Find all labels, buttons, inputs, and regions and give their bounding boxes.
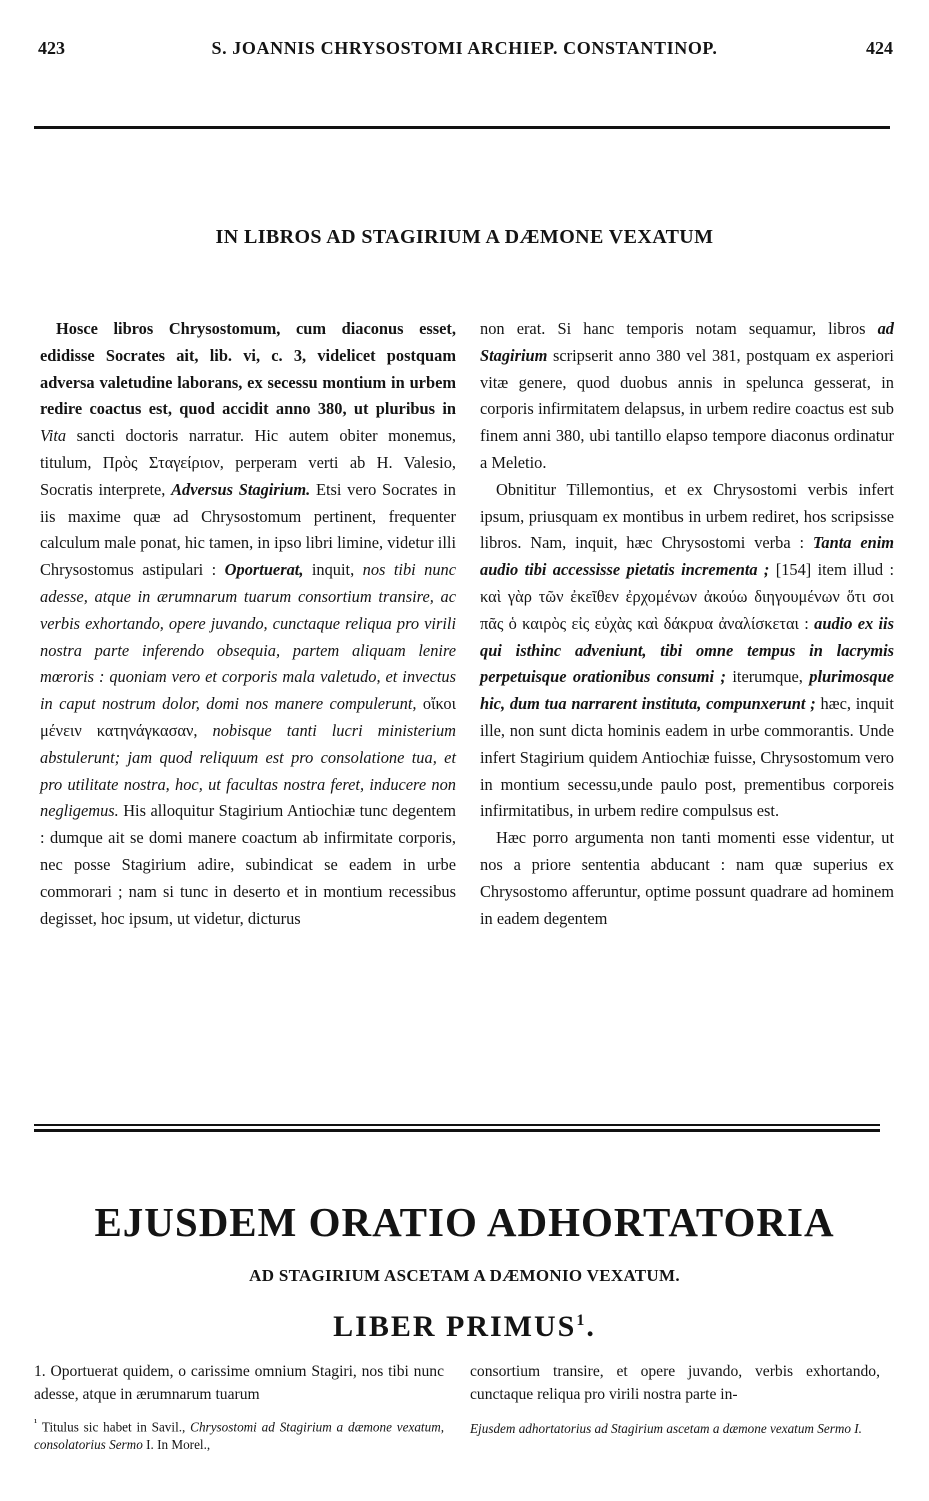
book-heading: LIBER PRIMUS$^1$. (333, 1310, 596, 1343)
text-run: nobisque tanti lucri ministerium abstulerunt; jam quod reliquum est pro consolatione tua, et pro utilitate nostra, hoc, ut facultas nostra feret, inducere non negligemus. (40, 720, 456, 821)
page-number-right: 424 (866, 38, 893, 58)
oratio-subtitle: AD STAGIRIUM ASCETAM A DÆMONIO VEXATUM. (249, 1266, 680, 1285)
essay-paragraph (40, 316, 456, 932)
footnote-text-italic: Chrysostomi ad Stagirium a dæmone vexatum, consolatorius Sermo (34, 1419, 445, 1453)
text-run: Vita (40, 426, 67, 446)
header-rule (34, 126, 890, 129)
essay-paragraph: Hæc porro argumenta non tanti momenti esse videntur, ut nos a priore sententia abducant : nam quæ superius ex Chrysostomo afferuntur, optime possunt quadrare ad hominem in eadem degentem (480, 828, 894, 928)
text-run: audio ex iis qui isthinc adveniunt, tibi omne tempus in lacrymis perpetuisque orationibus consumi ; (480, 613, 894, 687)
footnote-reference: 1 (576, 1312, 587, 1329)
text-run: hæc, inquit ille, non sunt dicta hominis eadem in urbe commorantis. Unde infert Stagirium quidem Antiochiæ fuisse, Chrysostomum vero in montium secessu,unde paulo post, prementibus corporeis infirmitatibus, in urbem redire compulsus est. (480, 694, 894, 821)
footnote-mark: ¹ (34, 1417, 38, 1429)
footnote-left (34, 1414, 444, 1454)
footnote-text-italic: Ejusdem adhortatorius ad Stagirium ascetam a dæmone vexatum Sermo I. (470, 1421, 862, 1436)
text-run: Tanta enim audio tibi accessisse pietatis incrementa ; (480, 533, 895, 580)
text-run: scripserit anno 380 vel 381, postquam ex asperiori vitæ genere, quod duobus annis in spelunca gesserat, in corporis infirmitatem delapsus, in urbem redire coactus est sub finem anni 380, ubi tantillo elapso tempore diaconus ordinatur a Meletio. (480, 345, 894, 472)
text-run: His alloquitur Stagirium Antiochiæ tunc degentem : dumque ait se domi manere coactum ab infirmitate corporis, nec posse Stagirium adire, subindicat se eadem in urbe commorari ; nam si tunc in deserto et in montium recessibus degisset, hoc ipsum, ut videtur, dicturus (40, 801, 456, 928)
oratio-paragraph: consortium transire, et opere juvando, verbis exhortando, cunctaque reliqua pro virili nostra parte in- (470, 1363, 880, 1403)
oratio-right-column (470, 1360, 880, 1406)
footnote-right (470, 1420, 880, 1438)
text-run: Obnititur Tillemontius, et ex Chrysostomi verbis infert ipsum, priusquam ex montibus in urbem rediret, hos scripsisse libros. Nam, inquit, hæc Chrysostomi verba : (480, 479, 894, 553)
page-number-left: 423 (38, 38, 65, 58)
oratio-title: EJUSDEM ORATIO ADHORTATORIA (94, 1199, 835, 1245)
essay-paragraph (480, 477, 894, 825)
essay-right-column (480, 316, 894, 932)
footnote-text: I. In Morel., (142, 1437, 211, 1453)
text-run: nos tibi nunc adesse, atque in ærumnarum tuarum consortium transire, ac verbis exhortando, opere juvando, cunctaque reliqua pro virili nostra parte inferendo obsequia, partem aliquam lenire mœroris : quoniam vero et corporis mala valetudo, et invectus in caput nostrum dolor, domi nos manere compulerunt, (40, 560, 457, 714)
text-run: inquit, (303, 560, 363, 580)
section-divider-top (34, 1124, 880, 1126)
running-header-title: S. JOANNIS CHRYSOSTOMI ARCHIEP. CONSTANTINOP. (211, 38, 718, 58)
text-run: ad Stagirium (480, 319, 894, 365)
text-run: Oportuerat, (224, 560, 304, 580)
text-run: plurimosque hic, dum tua narrarent instituta, compunxerunt ; (480, 667, 894, 714)
oratio-left-column (34, 1360, 444, 1406)
text-run: non erat. Si hanc temporis notam sequamur, libros (480, 319, 878, 338)
text-run: οἴκοι μένειν κατηνάγκασαν, (40, 694, 456, 740)
text-run: Adversus Stagirium. (171, 479, 311, 499)
essay-paragraph (480, 316, 894, 477)
oratio-paragraph: 1. Oportuerat quidem, o carissime omnium Stagiri, nos tibi nunc adesse, atque in ærumnarum tuarum (34, 1363, 444, 1403)
text-run: [154] item illud : καὶ γὰρ τῶν ἐκεῖθεν ἐρχομένων ἀκούω διηγουμένων ὅτι σοι πᾶς ὁ καιρὸς εἰς εὐχὰς καὶ δάκρυα ἀναλίσκεται : (480, 560, 894, 633)
text-run: sancti doctoris narratur. Hic autem obiter monemus, titulum, Πρὸς Σταγείριον, perperam verti ab H. Valesio, Socratis interprete, (40, 426, 456, 499)
text-run: Etsi vero Socrates in iis maxime quæ ad Chrysostomum pertinent, frequenter calculum male ponat, hic tamen, in ipso libri limine, videtur illi Chrysostomus astipulari : (40, 479, 456, 580)
book-heading-text: LIBER PRIMUS (333, 1310, 577, 1343)
footnote-text: Titulus sic habet in Savil., (41, 1419, 191, 1435)
section-divider-bottom (34, 1129, 880, 1132)
section-title: IN LIBROS AD STAGIRIUM A DÆMONE VEXATUM (215, 226, 714, 248)
text-run: iterumque, (725, 667, 810, 687)
text-run: Hosce libros Chrysostomum, cum diaconus esset, edidisse Socrates ait, lib. vi, c. 3, videlicet postquam adversa valetudine laborans, ex secessu montium in urbem redire coactus est, quod accidit anno 380, ut pluribus in (40, 319, 456, 419)
essay-left-column (40, 316, 456, 932)
